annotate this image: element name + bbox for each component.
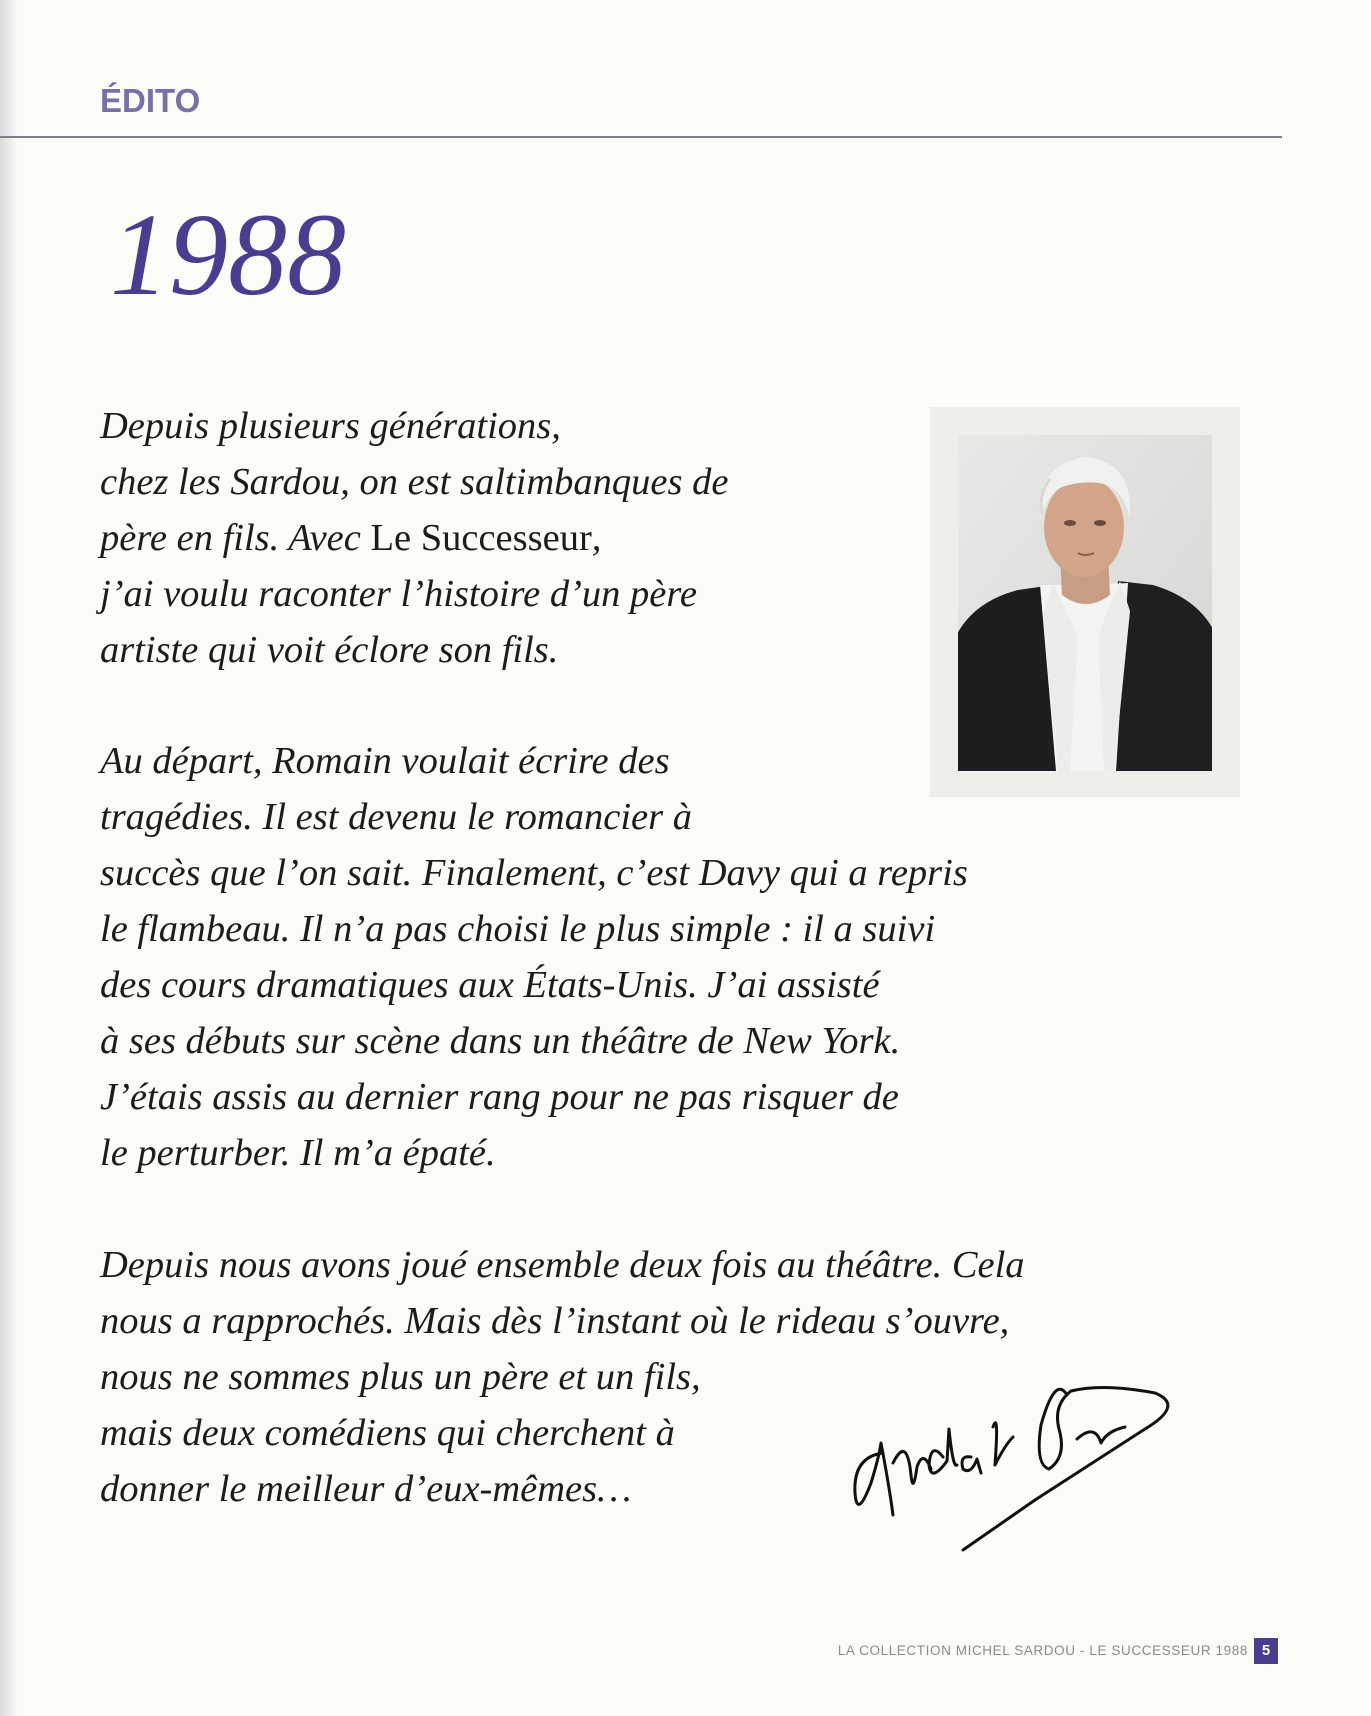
- page-edge-shadow: [0, 0, 18, 1716]
- text-segment: père en fils. Avec: [100, 517, 371, 559]
- album-title: Le Successeur: [370, 517, 592, 559]
- text-line: mais deux comédiens qui cherchent à: [100, 1412, 675, 1454]
- footer-text: LA COLLECTION MICHEL SARDOU - LE SUCCESSEUR 1988: [837, 1643, 1248, 1658]
- paragraph-2: [100, 733, 968, 1181]
- text-line: donner le meilleur d’eux-mêmes…: [100, 1468, 632, 1510]
- text-line: Depuis nous avons joué ensemble deux fois au théâtre. Cela: [100, 1244, 1025, 1286]
- page-title: 1988: [110, 189, 346, 320]
- text-line: [100, 510, 728, 566]
- portrait-illustration: [958, 435, 1212, 771]
- signature: [845, 1365, 1225, 1570]
- page-number: 5: [1254, 1638, 1278, 1664]
- text-line: Depuis plusieurs générations,: [100, 405, 561, 447]
- text-line: le flambeau. Il n’a pas choisi le plus simple : il a suivi: [100, 908, 936, 950]
- text-line: chez les Sardou, on est saltimbanques de: [100, 461, 729, 503]
- text-line: le perturber. Il m’a épaté.: [100, 1132, 496, 1174]
- text-line: nous a rapprochés. Mais dès l’instant où le rideau s’ouvre,: [100, 1300, 1010, 1342]
- text-line: à ses débuts sur scène dans un théâtre de New York.: [100, 1020, 901, 1062]
- portrait-photo: [958, 435, 1212, 771]
- text-line: j’ai voulu raconter l’histoire d’un père: [100, 573, 697, 615]
- paragraph-1: [100, 398, 728, 678]
- header-rule: [0, 136, 1282, 138]
- text-line: J’étais assis au dernier rang pour ne pas risquer de: [100, 1076, 899, 1118]
- text-line: nous ne sommes plus un père et un fils,: [100, 1356, 701, 1398]
- text-segment: ,: [591, 517, 602, 559]
- text-line: tragédies. Il est devenu le romancier à: [100, 796, 692, 838]
- text-line: des cours dramatiques aux États-Unis. J’ai assisté: [100, 964, 880, 1006]
- section-label: ÉDITO: [100, 82, 201, 119]
- text-line: artiste qui voit éclore son fils.: [100, 629, 559, 671]
- text-line: Au départ, Romain voulait écrire des: [100, 740, 670, 782]
- portrait-frame: [930, 407, 1240, 797]
- text-line: succès que l’on sait. Finalement, c’est Davy qui a repris: [100, 852, 968, 894]
